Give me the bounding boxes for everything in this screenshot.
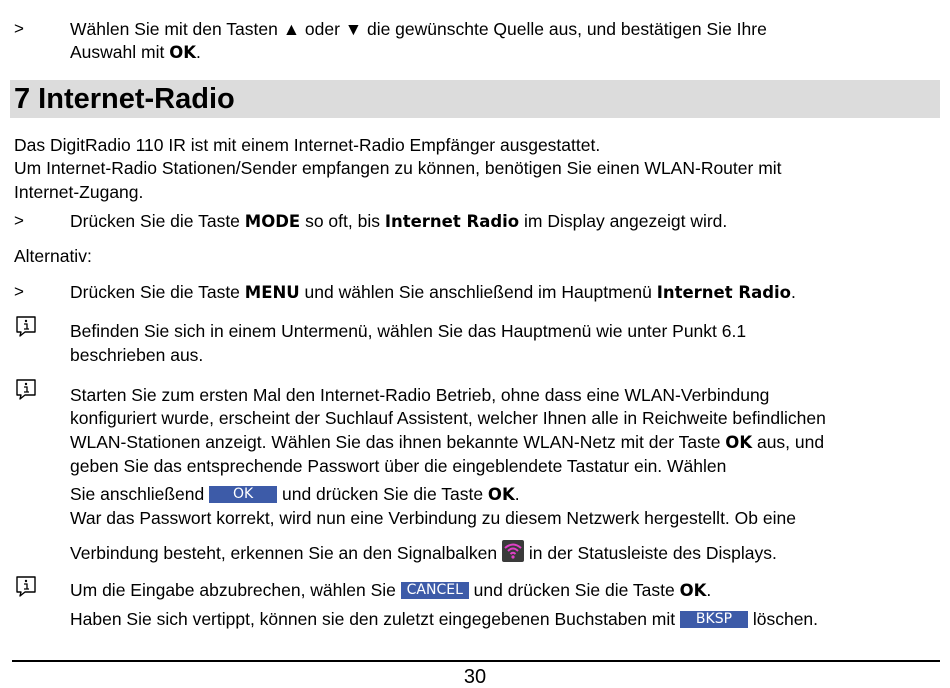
text: WLAN-Stationen anzeigt. Wählen Sie das ihnen bekannte WLAN-Netz mit der Taste	[70, 432, 726, 452]
text: .	[706, 580, 712, 600]
paragraph-2-line1: Um Internet-Radio Stationen/Sender empfangen zu können, benötigen Sie einen WLAN-Router mit	[14, 158, 782, 178]
footer-rule	[12, 660, 940, 662]
ok-screen-button: OK	[209, 486, 277, 503]
text: .	[791, 282, 796, 302]
info-note-icon	[14, 315, 38, 337]
note2-line5	[70, 483, 520, 506]
text: .	[196, 42, 201, 62]
text: Drücken Sie die Taste	[70, 211, 245, 231]
info-note-icon	[14, 575, 38, 597]
step-bullet: >	[14, 19, 24, 38]
key-menu: MENU	[244, 283, 300, 302]
intro-step-line2	[70, 41, 201, 64]
paragraph-2-line2: Internet-Zugang.	[14, 182, 144, 202]
note2-line4: geben Sie das entsprechende Passwort über die eingeblendete Tastatur ein. Wählen	[70, 456, 727, 476]
info-note-icon	[14, 378, 38, 400]
text: Sie anschließend	[70, 484, 210, 504]
key-ok: OK	[169, 43, 197, 62]
text: im Display angezeigt wird.	[519, 211, 728, 231]
display-internet-radio: Internet Radio	[384, 212, 520, 231]
note3-line2	[70, 608, 818, 630]
note3-line1	[70, 579, 711, 602]
key-ok: OK	[725, 433, 753, 452]
note1-line2: beschrieben aus.	[70, 345, 204, 365]
text: und drücken Sie die Taste	[277, 484, 488, 504]
text: Drücken Sie die Taste	[70, 282, 245, 302]
step-bullet: >	[14, 282, 24, 301]
text: so oft, bis	[300, 211, 385, 231]
text: Haben Sie sich vertippt, können sie den zuletzt eingegebenen Buchstaben mit	[70, 609, 680, 629]
text: löschen.	[747, 609, 819, 629]
text: in der Statusleiste des Displays.	[524, 543, 777, 563]
cancel-screen-button: CANCEL	[401, 582, 469, 599]
note2-line7	[70, 540, 777, 564]
step-menu	[70, 281, 796, 304]
text: aus, und	[752, 432, 825, 452]
note2-line1: Starten Sie zum ersten Mal den Internet-Radio Betrieb, ohne dass eine WLAN-Verbindung	[70, 385, 770, 405]
text: und drücken Sie die Taste	[468, 580, 680, 600]
key-ok: OK	[679, 581, 707, 600]
text: .	[514, 484, 520, 504]
note2-line6: War das Passwort korrekt, wird nun eine Verbindung zu diesem Netzwerk hergestellt. Ob eine	[70, 508, 796, 528]
key-ok: OK	[487, 485, 515, 504]
text: Verbindung besteht, erkennen Sie an den Signalbalken	[70, 543, 502, 563]
menu-internet-radio: Internet Radio	[656, 283, 792, 302]
wifi-signal-icon	[502, 540, 524, 562]
text: und wählen Sie anschließend im Hauptmenü	[299, 282, 657, 302]
step-mode	[70, 210, 727, 233]
intro-step-line1: Wählen Sie mit den Tasten ▲ oder ▼ die gewünschte Quelle aus, und bestätigen Sie Ihre	[70, 19, 767, 39]
text: Auswahl mit	[70, 42, 170, 62]
alternative-label: Alternativ:	[14, 246, 92, 266]
note2-line2: konfiguriert wurde, erscheint der Suchlauf Assistent, welcher Ihnen alle in Reichweite befindlichen	[70, 408, 826, 428]
page-number: 30	[463, 666, 487, 688]
step-bullet: >	[14, 211, 24, 230]
note2-line3	[70, 431, 824, 454]
key-mode: MODE	[244, 212, 301, 231]
note1-line1: Befinden Sie sich in einem Untermenü, wählen Sie das Hauptmenü wie unter Punkt 6.1	[70, 321, 747, 341]
paragraph-1: Das DigitRadio 110 IR ist mit einem Internet-Radio Empfänger ausgestattet.	[14, 135, 601, 155]
bksp-screen-button: BKSP	[680, 611, 748, 628]
section-heading: 7 Internet-Radio	[14, 83, 235, 115]
text: Um die Eingabe abzubrechen, wählen Sie	[70, 580, 401, 600]
